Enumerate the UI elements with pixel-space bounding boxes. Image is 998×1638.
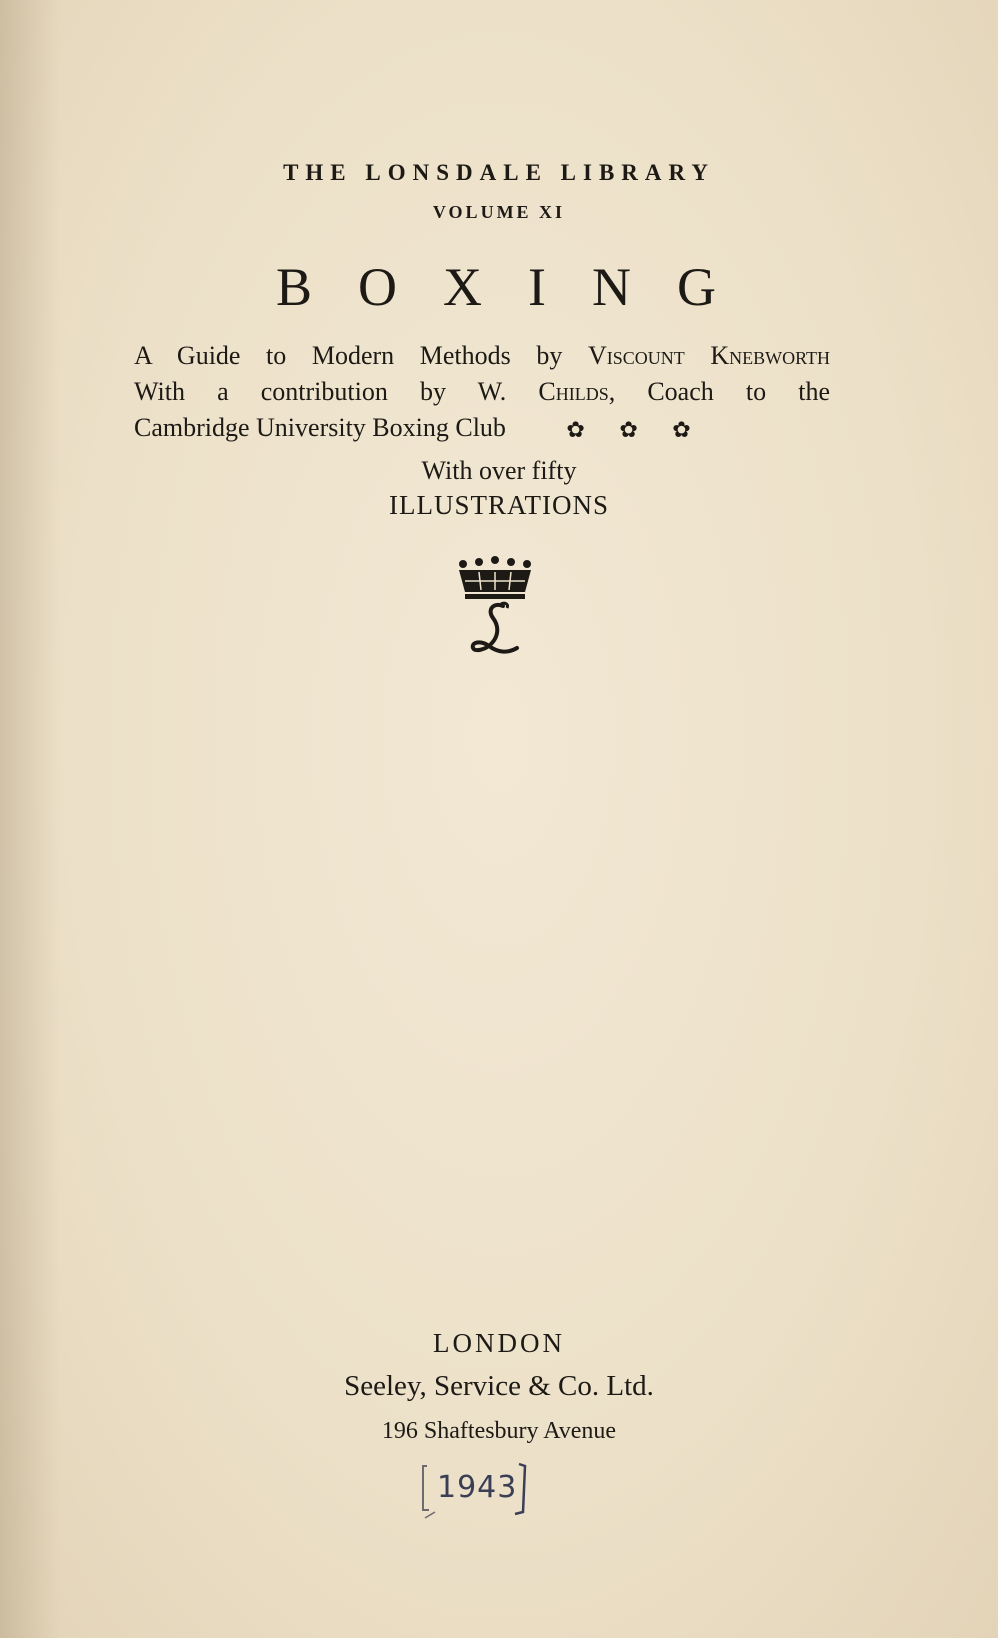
author-name: Viscount Knebworth xyxy=(587,341,831,370)
illustrations-note: With over fifty xyxy=(421,456,577,485)
imprint-city: LONDON xyxy=(433,1328,565,1358)
subtitle-line-1-text: A Guide to Modern Methods by xyxy=(134,341,588,370)
publisher-address: 196 Shaftesbury Avenue xyxy=(381,1418,617,1444)
ornament-row xyxy=(552,410,704,448)
publisher-crown-monogram-icon xyxy=(445,556,545,666)
ornament-icon: ✿ xyxy=(619,417,638,443)
subtitle-line-3 xyxy=(134,410,830,446)
contributor-name: Childs xyxy=(538,377,609,406)
subtitle-line-1 xyxy=(134,338,830,374)
illustrations-label: ILLUSTRATIONS xyxy=(389,490,609,520)
publisher-name: Seeley, Service & Co. Ltd. xyxy=(344,1370,654,1402)
subtitle-line-3-text: Cambridge University Boxing Club xyxy=(134,413,506,442)
handwritten-year: 1943 xyxy=(437,1470,518,1505)
subtitle-block xyxy=(134,338,830,446)
subtitle-line-2-rest: , Coach to the xyxy=(608,377,830,406)
book-title: BOXING xyxy=(276,257,762,317)
subtitle-line-2-text: With a contribution by W. xyxy=(134,377,539,406)
volume-number: VOLUME XI xyxy=(432,202,566,222)
handwritten-year-annotation xyxy=(415,1460,535,1520)
ornament-icon: ✿ xyxy=(566,417,585,443)
ornament-icon: ✿ xyxy=(672,417,691,443)
subtitle-line-2 xyxy=(134,374,830,410)
series-name: THE LONSDALE LIBRARY xyxy=(283,160,715,185)
